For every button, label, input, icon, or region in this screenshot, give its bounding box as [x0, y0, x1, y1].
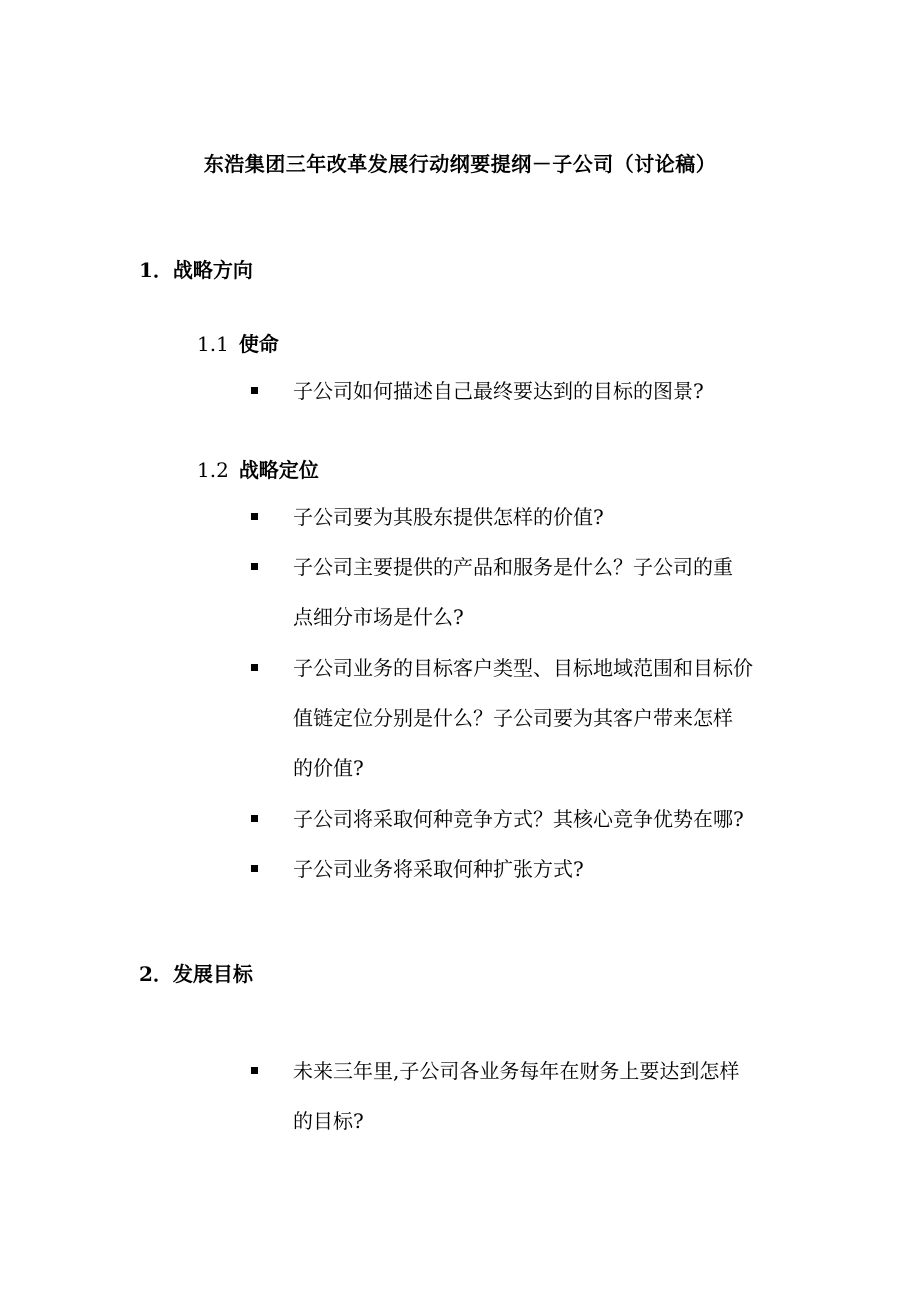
- bullet-text: [293, 643, 793, 793]
- bullet-marker: [251, 387, 258, 394]
- bullet-marker: [251, 865, 258, 872]
- bullet-line: 子公司如何描述自己最终要达到的目标的图景?: [293, 379, 704, 403]
- subsection-heading-mission: [197, 328, 279, 357]
- bullet-text: [293, 366, 793, 416]
- section-heading-goals: 2．发展目标: [139, 962, 253, 986]
- bullet-line: 值链定位分别是什么？子公司要为其客户带来怎样: [293, 706, 733, 730]
- subsection-heading-positioning: [197, 454, 319, 483]
- bullet-marker: [251, 1067, 258, 1074]
- bullet-text: [293, 794, 793, 844]
- bullet-line: 子公司要为其股东提供怎样的价值?: [293, 505, 604, 529]
- bullet-text: [293, 1046, 793, 1146]
- bullet-line: 子公司主要提供的产品和服务是什么？子公司的重: [293, 555, 733, 579]
- bullet-line: 子公司业务的目标客户类型、目标地域范围和目标价: [293, 656, 753, 680]
- bullet-line: 点细分市场是什么?: [293, 605, 464, 629]
- bullet-line: 子公司业务将采取何种扩张方式?: [293, 857, 584, 881]
- bullet-line: 未来三年里,子公司各业务每年在财务上要达到怎样: [293, 1059, 740, 1083]
- bullet-line: 的目标?: [293, 1109, 364, 1133]
- subsection-number: 1.2: [197, 458, 229, 482]
- bullet-marker: [251, 563, 258, 570]
- bullet-marker: [251, 513, 258, 520]
- bullet-line: 的价值?: [293, 756, 364, 780]
- bullet-text: [293, 492, 793, 542]
- bullet-text: [293, 542, 793, 642]
- bullet-marker: [251, 664, 258, 671]
- subsection-label: 战略定位: [238, 458, 319, 482]
- bullet-line: 子公司将采取何种竞争方式？其核心竞争优势在哪?: [293, 807, 744, 831]
- bullet-marker: [251, 815, 258, 822]
- section-heading-strategy: 1．战略方向: [139, 258, 253, 282]
- bullet-text: [293, 844, 793, 894]
- subsection-number: 1.1: [197, 332, 229, 356]
- subsection-label: 使命: [238, 332, 279, 356]
- document-title: 东浩集团三年改革发展行动纲要提纲－子公司（讨论稿）: [203, 152, 717, 176]
